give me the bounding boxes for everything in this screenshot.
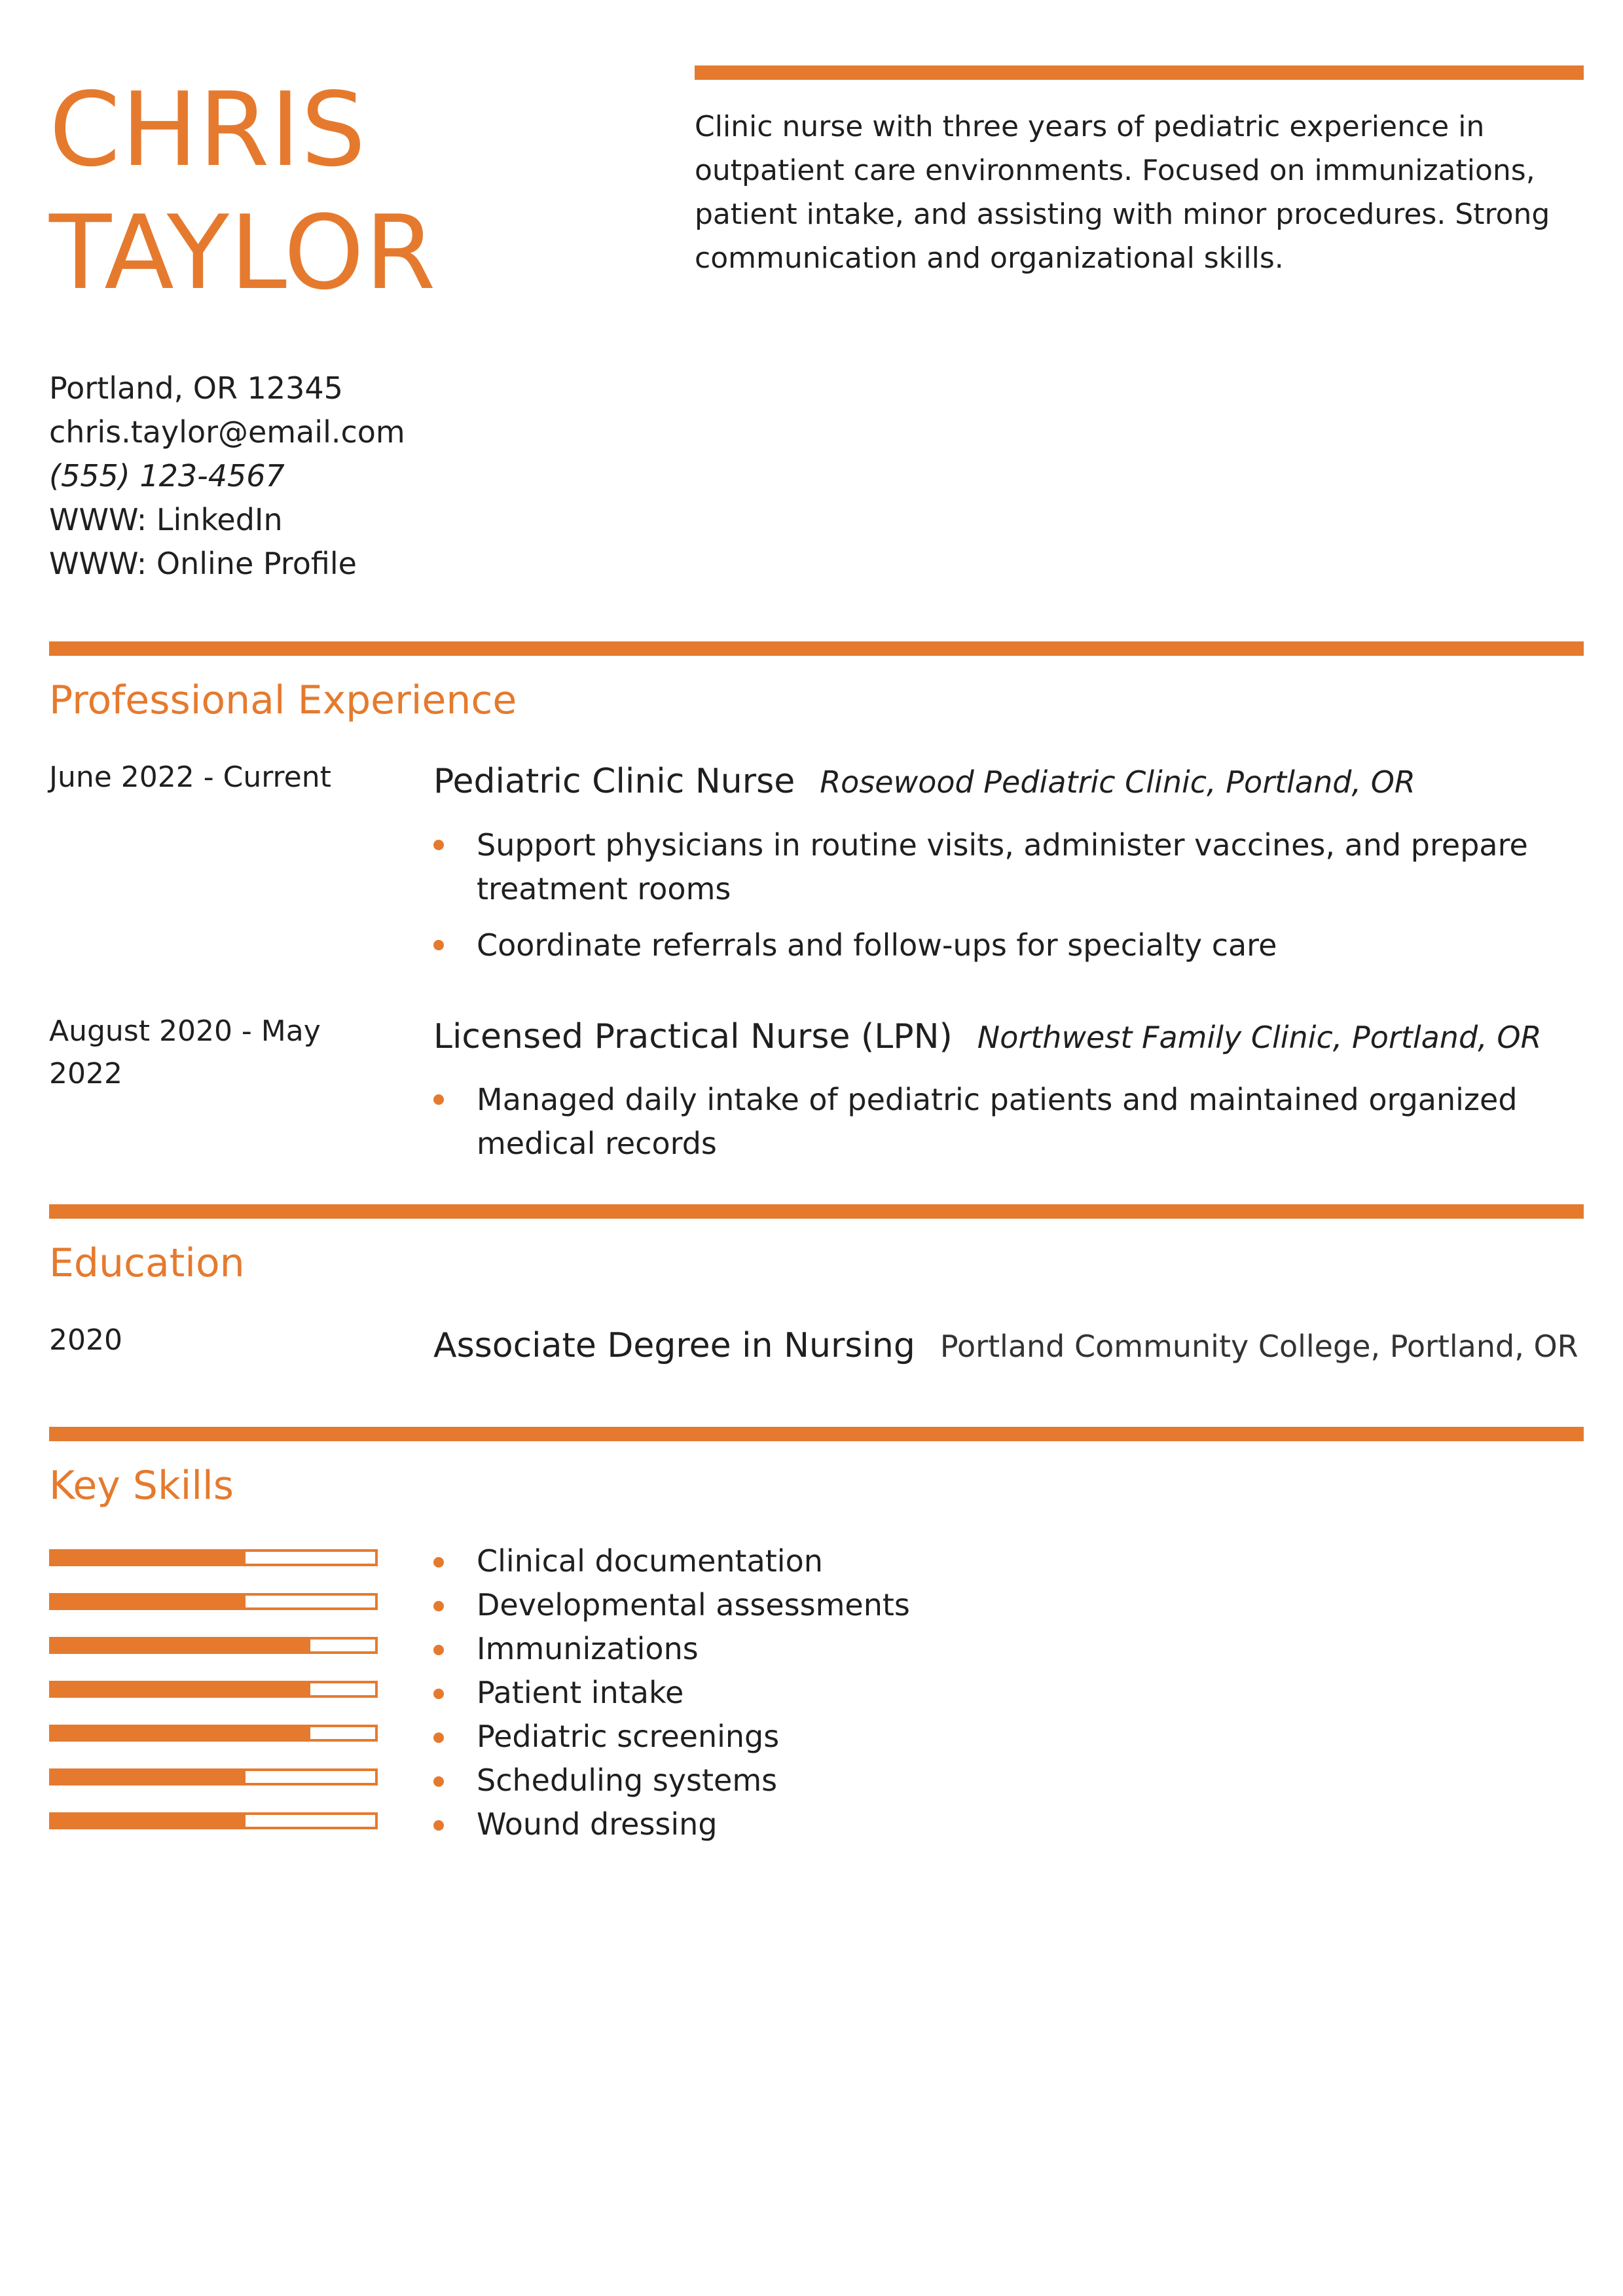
bullet-icon <box>433 1776 444 1787</box>
education-section-title: Education <box>49 1240 245 1286</box>
skill-item <box>433 1587 910 1623</box>
skill-level-meter <box>49 1681 378 1698</box>
skill-name: Immunizations <box>477 1631 699 1666</box>
education-divider <box>49 1204 1584 1219</box>
summary-text: Clinic nurse with three years of pediatric experience in outpatient care environments. Focused on immunizations, patient intake, and assisting with minor procedures. Strong communication and organizational skills. <box>695 110 1550 275</box>
education-school: Portland Community College, Portland, OR <box>939 1329 1578 1364</box>
job-bullet <box>433 823 1586 911</box>
first-name: CHRIS <box>49 70 367 189</box>
contact-profile-link[interactable]: WWW: Online Profile <box>49 546 357 581</box>
contact-address: Portland, OR 12345 <box>49 370 343 406</box>
job-title: Licensed Practical Nurse (LPN) <box>433 1017 953 1056</box>
education-year: 2020 <box>49 1323 122 1357</box>
skill-level-fill <box>52 1683 310 1695</box>
bullet-icon <box>433 1094 444 1105</box>
skill-level-meter <box>49 1768 378 1785</box>
bullet-icon <box>433 1601 444 1611</box>
bullet-icon <box>433 1732 444 1743</box>
skill-name: Pediatric screenings <box>477 1719 780 1754</box>
skill-name: Developmental assessments <box>477 1587 910 1623</box>
education-entry <box>433 1326 1578 1365</box>
skill-level-meter <box>49 1812 378 1829</box>
job-bullet-text: Managed daily intake of pediatric patients and maintained organized medical records <box>477 1082 1518 1161</box>
skill-item <box>433 1543 823 1579</box>
skills-divider <box>49 1427 1584 1441</box>
bullet-icon <box>433 1557 444 1568</box>
job-employer: Rosewood Pediatric Clinic, Portland, OR <box>820 764 1415 800</box>
skill-level-meter <box>49 1725 378 1742</box>
job-bullet <box>433 1078 1586 1166</box>
skill-level-meter <box>49 1549 378 1566</box>
job-title: Pediatric Clinic Nurse <box>433 762 795 801</box>
job-dates: June 2022 - Current <box>49 761 331 794</box>
job-dates: August 2020 - May 2022 <box>49 1014 321 1090</box>
experience-divider <box>49 641 1584 656</box>
bullet-icon <box>433 1689 444 1699</box>
skill-level-fill <box>52 1552 246 1564</box>
skill-name: Patient intake <box>477 1675 684 1710</box>
skill-name: Clinical documentation <box>477 1543 823 1579</box>
education-degree: Associate Degree in Nursing <box>433 1326 915 1365</box>
last-name: TAYLOR <box>49 193 437 312</box>
job-header <box>433 1017 1542 1056</box>
skill-level-fill <box>52 1596 246 1607</box>
contact-phone[interactable]: (555) 123-4567 <box>49 458 285 493</box>
skill-item <box>433 1677 684 1708</box>
skill-level-fill <box>52 1815 246 1827</box>
skill-level-fill <box>52 1640 310 1651</box>
job-bullet-text: Coordinate referrals and follow-ups for specialty care <box>477 927 1277 963</box>
header-divider <box>695 65 1584 80</box>
skill-item <box>433 1719 780 1754</box>
job-header <box>433 762 1415 801</box>
skill-item <box>433 1763 778 1798</box>
bullet-icon <box>433 1645 444 1655</box>
skill-name: Wound dressing <box>477 1806 718 1842</box>
skill-level-meter <box>49 1593 378 1610</box>
skill-level-meter <box>49 1637 378 1654</box>
bullet-icon <box>433 1820 444 1831</box>
skills-section-title: Key Skills <box>49 1463 234 1509</box>
skill-level-fill <box>52 1771 246 1783</box>
contact-email[interactable]: chris.taylor@email.com <box>49 414 405 450</box>
skill-name: Scheduling systems <box>477 1763 778 1798</box>
skill-item <box>433 1806 718 1842</box>
skill-item <box>433 1631 699 1666</box>
skill-level-fill <box>52 1727 310 1739</box>
bullet-icon <box>433 940 444 950</box>
job-bullet-text: Support physicians in routine visits, administer vaccines, and prepare treatment rooms <box>477 827 1528 906</box>
job-employer: Northwest Family Clinic, Portland, OR <box>977 1020 1542 1055</box>
job-bullet <box>433 924 1586 967</box>
bullet-icon <box>433 840 444 850</box>
experience-section-title: Professional Experience <box>49 677 517 723</box>
contact-linkedin-link[interactable]: WWW: LinkedIn <box>49 502 283 537</box>
